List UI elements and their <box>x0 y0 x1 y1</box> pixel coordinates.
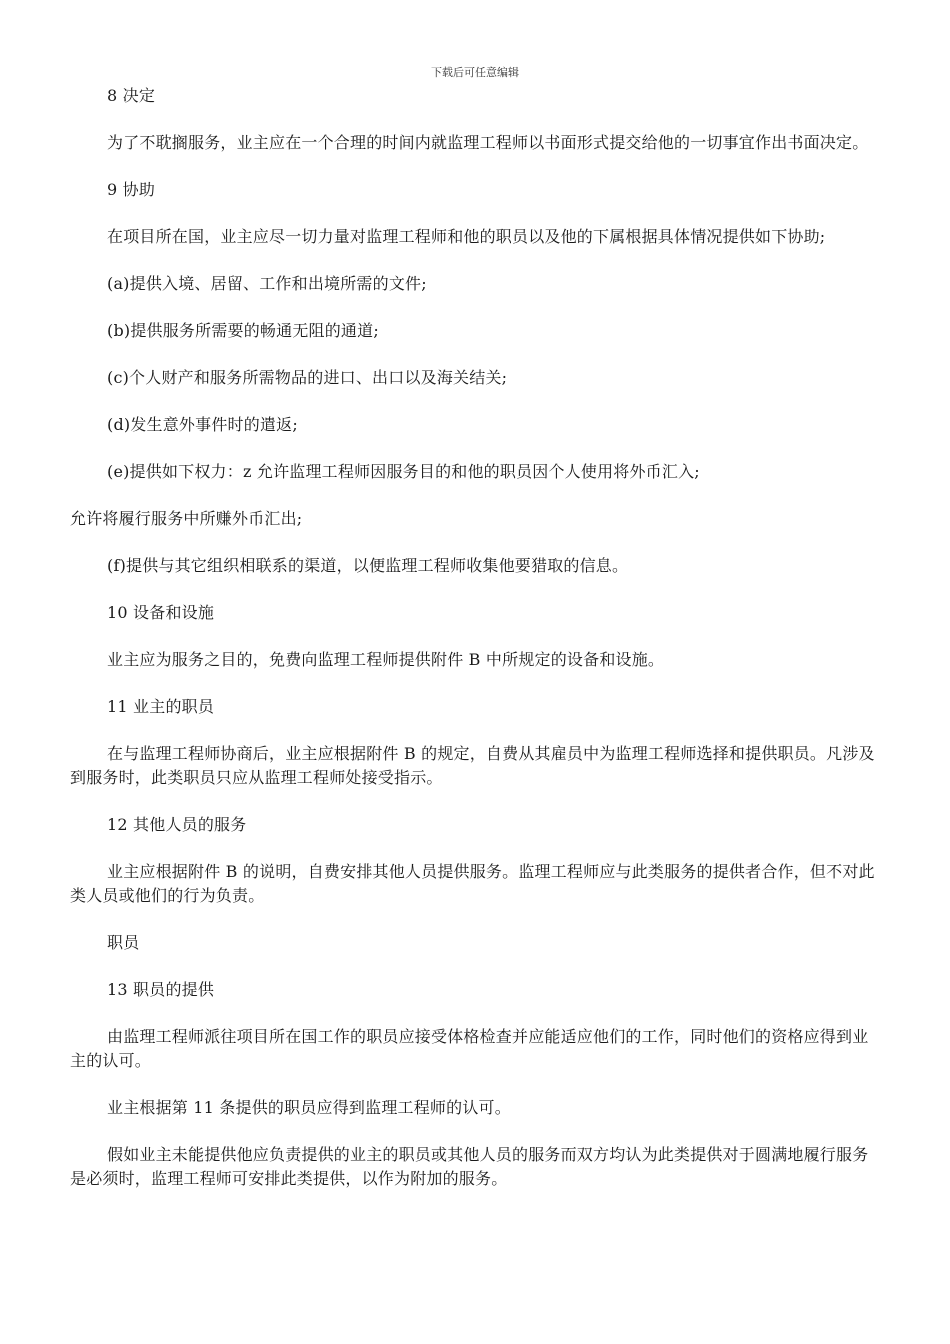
section-heading-11: 11 业主的职员 <box>107 697 215 716</box>
list-item-c: (c)个人财产和服务所需物品的进口、出口以及海关结关; <box>107 368 508 387</box>
list-item-a: (a)提供入境、居留、工作和出境所需的文件; <box>107 274 427 293</box>
list-item-e-continued: 允许将履行服务中所赚外币汇出; <box>70 509 303 528</box>
paragraph-additional-services: 假如业主未能提供他应负责提供的业主的职员或其他人员的服务而双方均认为此类提供对于圆满地履行服务是必须时，监理工程师可安排此类提供，以作为附加的服务。 <box>70 1145 869 1188</box>
section-heading-13: 13 职员的提供 <box>107 980 215 999</box>
section-heading-8: 8 决定 <box>107 86 156 105</box>
page-header-note: 下载后可任意编辑 <box>431 66 519 79</box>
paragraph-decision: 为了不耽搁服务，业主应在一个合理的时间内就监理工程师以书面形式提交给他的一切事宜作出书面决定。 <box>107 133 869 152</box>
paragraph-staff-provision: 由监理工程师派往项目所在国工作的职员应接受体格检查并应能适应他们的工作，同时他们的资格应得到业主的认可。 <box>70 1027 869 1070</box>
paragraph-staff-approval: 业主根据第 11 条提供的职员应得到监理工程师的认可。 <box>107 1098 511 1117</box>
paragraph-equipment: 业主应为服务之目的，免费向监理工程师提供附件 B 中所规定的设备和设施。 <box>107 650 665 669</box>
list-item-e: (e)提供如下权力：z 允许监理工程师因服务目的和他的职员因个人使用将外币汇入; <box>107 462 700 481</box>
section-heading-9: 9 协助 <box>107 180 156 199</box>
paragraph-owner-staff: 在与监理工程师协商后，业主应根据附件 B 的规定，自费从其雇员中为监理工程师选择和提供职员。凡涉及到服务时，此类职员只应从监理工程师处接受指示。 <box>70 744 875 787</box>
section-heading-staff: 职员 <box>107 933 140 952</box>
paragraph-other-services: 业主应根据附件 B 的说明，自费安排其他人员提供服务。监理工程师应与此类服务的提供者合作，但不对此类人员或他们的行为负责。 <box>70 862 875 905</box>
section-heading-12: 12 其他人员的服务 <box>107 815 247 834</box>
list-item-f: (f)提供与其它组织相联系的渠道，以便监理工程师收集他要猎取的信息。 <box>107 556 629 575</box>
document-body <box>70 84 875 1214</box>
list-item-b: (b)提供服务所需要的畅通无阻的通道; <box>107 321 379 340</box>
section-heading-10: 10 设备和设施 <box>107 603 215 622</box>
list-item-d: (d)发生意外事件时的遣返; <box>107 415 298 434</box>
paragraph-assistance: 在项目所在国，业主应尽一切力量对监理工程师和他的职员以及他的下属根据具体情况提供如下协助; <box>107 227 826 246</box>
